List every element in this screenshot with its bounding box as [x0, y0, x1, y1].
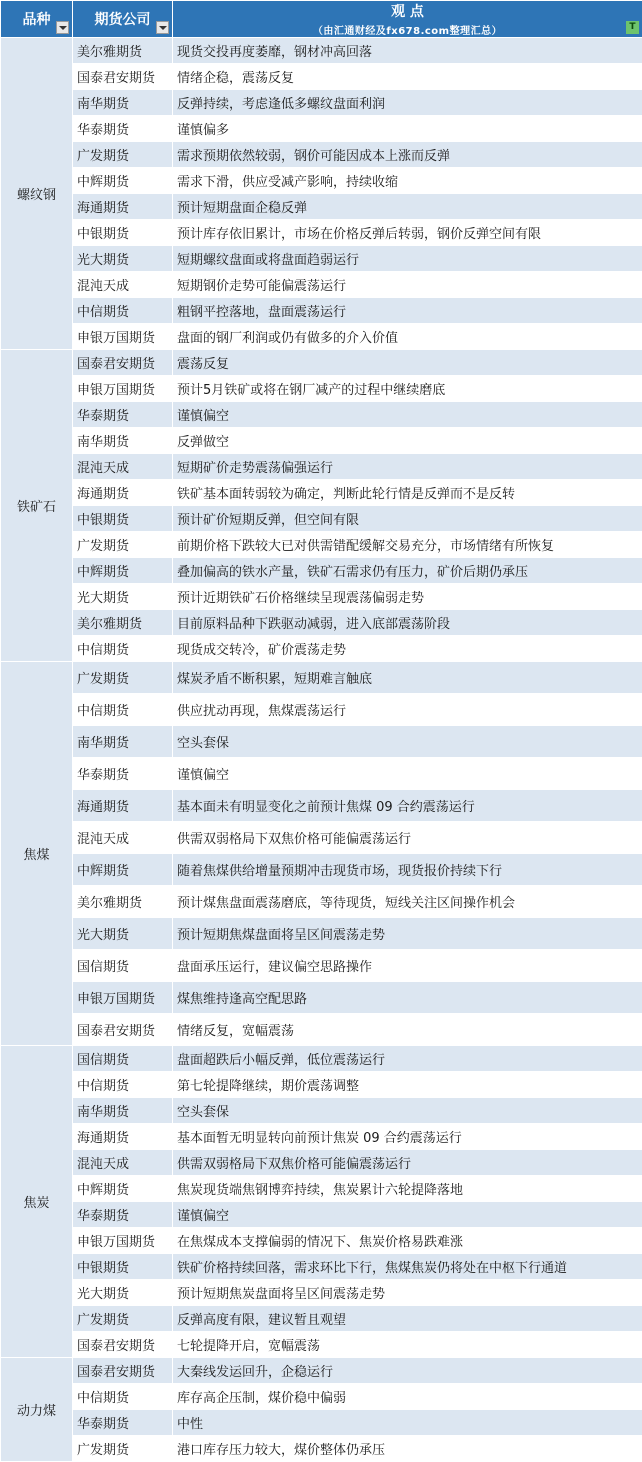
view-cell: 供需双弱格局下双焦价格可能偏震荡运行 — [173, 822, 642, 854]
view-cell: 预计5月铁矿或将在钢厂减产的过程中继续磨底 — [173, 376, 642, 402]
company-cell: 广发期货 — [73, 532, 173, 558]
table-row — [1, 116, 642, 142]
view-cell: 港口库存压力较大，煤价整体仍承压 — [173, 1436, 642, 1462]
table-row — [1, 272, 642, 298]
table-row — [1, 584, 642, 610]
company-cell: 华泰期货 — [73, 1202, 173, 1228]
view-cell: 库存高企压制，煤价稳中偏弱 — [173, 1384, 642, 1410]
table-row — [1, 454, 642, 480]
view-cell: 谨慎偏多 — [173, 116, 642, 142]
company-cell: 光大期货 — [73, 1280, 173, 1306]
view-cell: 叠加偏高的铁水产量，铁矿石需求仍有压力，矿价后期仍承压 — [173, 558, 642, 584]
table-row — [1, 1280, 642, 1306]
company-cell: 申银万国期货 — [73, 1228, 173, 1254]
table-row — [1, 194, 642, 220]
view-cell: 预计煤焦盘面震荡磨底，等待现货，短线关注区间操作机会 — [173, 886, 642, 918]
company-cell: 申银万国期货 — [73, 376, 173, 402]
table-row — [1, 662, 642, 694]
view-cell: 焦炭现货端焦钢博弈持续，焦炭累计六轮提降落地 — [173, 1176, 642, 1202]
table-row — [1, 558, 642, 584]
company-cell: 国信期货 — [73, 1046, 173, 1072]
view-cell: 大秦线发运回升，企稳运行 — [173, 1358, 642, 1384]
company-cell: 中信期货 — [73, 298, 173, 324]
company-cell: 南华期货 — [73, 726, 173, 758]
company-cell: 广发期货 — [73, 662, 173, 694]
header-variety — [1, 1, 73, 38]
table-row — [1, 1014, 642, 1046]
table-row — [1, 1228, 642, 1254]
company-cell: 国泰君安期货 — [73, 1358, 173, 1384]
view-cell: 供应扰动再现，焦煤震荡运行 — [173, 694, 642, 726]
table-row — [1, 376, 642, 402]
company-cell: 混沌天成 — [73, 822, 173, 854]
table-row — [1, 142, 642, 168]
table-row — [1, 246, 642, 272]
company-cell: 华泰期货 — [73, 1410, 173, 1436]
table-row — [1, 694, 642, 726]
variety-cell: 焦煤 — [1, 662, 73, 1046]
filter-toggle-button[interactable]: T — [626, 21, 639, 34]
header-view-label: 观 点 — [173, 1, 642, 21]
table-row — [1, 480, 642, 506]
view-cell: 反弹高度有限，建议暂且观望 — [173, 1306, 642, 1332]
view-cell: 供需双弱格局下双焦价格可能偏震荡运行 — [173, 1150, 642, 1176]
view-cell: 谨慎偏空 — [173, 758, 642, 790]
company-cell: 广发期货 — [73, 1306, 173, 1332]
company-cell: 华泰期货 — [73, 402, 173, 428]
company-cell: 国泰君安期货 — [73, 64, 173, 90]
table-row — [1, 1072, 642, 1098]
view-cell: 反弹持续，考虑逢低多螺纹盘面利润 — [173, 90, 642, 116]
company-cell: 美尔雅期货 — [73, 38, 173, 64]
view-cell: 中性 — [173, 1410, 642, 1436]
table-row — [1, 1410, 642, 1436]
view-cell: 第七轮提降继续，期价震荡调整 — [173, 1072, 642, 1098]
company-cell: 中辉期货 — [73, 558, 173, 584]
variety-cell: 焦炭 — [1, 1046, 73, 1358]
view-cell: 预计短期焦煤盘面将呈区间震荡走势 — [173, 918, 642, 950]
view-cell: 盘面的钢厂利润或仍有做多的介入价值 — [173, 324, 642, 350]
view-cell: 预计库存依旧累计，市场在价格反弹后转弱，钢价反弹空间有限 — [173, 220, 642, 246]
company-cell: 中银期货 — [73, 1254, 173, 1280]
company-cell: 光大期货 — [73, 584, 173, 610]
view-cell: 煤焦维持逢高空配思路 — [173, 982, 642, 1014]
view-cell: 谨慎偏空 — [173, 402, 642, 428]
view-cell: 七轮提降开启，宽幅震荡 — [173, 1332, 642, 1358]
company-cell: 国泰君安期货 — [73, 1332, 173, 1358]
view-cell: 基本面未有明显变化之前预计焦煤 09 合约震荡运行 — [173, 790, 642, 822]
table-row — [1, 1098, 642, 1124]
header-company-label: 期货公司 — [73, 9, 172, 29]
table-row — [1, 854, 642, 886]
filter-dropdown-icon[interactable] — [56, 21, 69, 34]
view-cell: 谨慎偏空 — [173, 1202, 642, 1228]
company-cell: 南华期货 — [73, 1098, 173, 1124]
view-cell: 铁矿价格持续回落，需求环比下行，焦煤焦炭仍将处在中枢下行通道 — [173, 1254, 642, 1280]
table-row — [1, 64, 642, 90]
view-cell: 震荡反复 — [173, 350, 642, 376]
view-cell: 短期矿价走势震荡偏强运行 — [173, 454, 642, 480]
view-cell: 空头套保 — [173, 1098, 642, 1124]
table-row — [1, 1436, 642, 1462]
table-row — [1, 1202, 642, 1228]
table-row — [1, 726, 642, 758]
variety-cell: 铁矿石 — [1, 350, 73, 662]
company-cell: 中辉期货 — [73, 168, 173, 194]
header-view — [173, 1, 642, 38]
view-cell: 基本面暂无明显转向前预计焦炭 09 合约震荡运行 — [173, 1124, 642, 1150]
table-body — [1, 38, 642, 1462]
company-cell: 混沌天成 — [73, 272, 173, 298]
company-cell: 光大期货 — [73, 918, 173, 950]
variety-cell: 螺纹钢 — [1, 38, 73, 350]
table-row — [1, 402, 642, 428]
view-cell: 预计短期盘面企稳反弹 — [173, 194, 642, 220]
company-cell: 海通期货 — [73, 194, 173, 220]
company-cell: 南华期货 — [73, 428, 173, 454]
table-row — [1, 1124, 642, 1150]
table-row — [1, 982, 642, 1014]
view-cell: 铁矿基本面转弱较为确定，判断此轮行情是反弹而不是反转 — [173, 480, 642, 506]
table-row — [1, 1046, 642, 1072]
company-cell: 国泰君安期货 — [73, 350, 173, 376]
view-cell: 需求预期依然较弱，钢价可能因成本上涨而反弹 — [173, 142, 642, 168]
view-cell: 预计矿价短期反弹，但空间有限 — [173, 506, 642, 532]
table-row — [1, 350, 642, 376]
table-row — [1, 298, 642, 324]
company-cell: 光大期货 — [73, 246, 173, 272]
company-cell: 华泰期货 — [73, 116, 173, 142]
view-cell: 预计近期铁矿石价格继续呈现震荡偏弱走势 — [173, 584, 642, 610]
view-cell: 情绪企稳，震荡反复 — [173, 64, 642, 90]
header-view-source: （由汇通财经及fx678.com整理汇总） — [173, 22, 642, 37]
company-cell: 美尔雅期货 — [73, 610, 173, 636]
table-row — [1, 950, 642, 982]
company-cell: 中信期货 — [73, 1072, 173, 1098]
company-cell: 南华期货 — [73, 90, 173, 116]
view-cell: 盘面承压运行，建议偏空思路操作 — [173, 950, 642, 982]
table-row — [1, 1384, 642, 1410]
header-row — [1, 1, 642, 38]
company-cell: 中信期货 — [73, 1384, 173, 1410]
header-variety-label: 品种 — [1, 9, 72, 29]
table-row — [1, 758, 642, 790]
table-row — [1, 90, 642, 116]
table-row — [1, 1150, 642, 1176]
view-cell: 现货交投再度萎靡，钢材冲高回落 — [173, 38, 642, 64]
table-row — [1, 636, 642, 662]
view-cell: 在焦煤成本支撑偏弱的情况下、焦炭价格易跌难涨 — [173, 1228, 642, 1254]
view-cell: 目前原料品种下跌驱动减弱，进入底部震荡阶段 — [173, 610, 642, 636]
table-row — [1, 324, 642, 350]
table-row — [1, 168, 642, 194]
view-cell: 现货成交转冷，矿价震荡走势 — [173, 636, 642, 662]
variety-cell: 动力煤 — [1, 1358, 73, 1462]
company-cell: 混沌天成 — [73, 454, 173, 480]
view-cell: 预计短期焦炭盘面将呈区间震荡走势 — [173, 1280, 642, 1306]
company-cell: 中辉期货 — [73, 854, 173, 886]
table-row — [1, 1358, 642, 1384]
view-cell: 短期螺纹盘面或将盘面趋弱运行 — [173, 246, 642, 272]
company-cell: 混沌天成 — [73, 1150, 173, 1176]
view-cell: 短期钢价走势可能偏震荡运行 — [173, 272, 642, 298]
table-row — [1, 1306, 642, 1332]
view-cell: 情绪反复，宽幅震荡 — [173, 1014, 642, 1046]
table-row — [1, 220, 642, 246]
table-row — [1, 506, 642, 532]
company-cell: 申银万国期货 — [73, 324, 173, 350]
company-cell: 国信期货 — [73, 950, 173, 982]
company-cell: 中银期货 — [73, 506, 173, 532]
company-cell: 海通期货 — [73, 480, 173, 506]
table-row — [1, 1176, 642, 1202]
view-cell: 煤炭矛盾不断积累，短期难言触底 — [173, 662, 642, 694]
company-cell: 中信期货 — [73, 636, 173, 662]
company-cell: 广发期货 — [73, 142, 173, 168]
view-cell: 空头套保 — [173, 726, 642, 758]
company-cell: 中信期货 — [73, 694, 173, 726]
company-cell: 美尔雅期货 — [73, 886, 173, 918]
table-row — [1, 918, 642, 950]
company-cell: 海通期货 — [73, 790, 173, 822]
table-row — [1, 1332, 642, 1358]
view-cell: 反弹做空 — [173, 428, 642, 454]
filter-dropdown-icon[interactable] — [156, 21, 169, 34]
company-cell: 海通期货 — [73, 1124, 173, 1150]
table-row — [1, 886, 642, 918]
company-cell: 中银期货 — [73, 220, 173, 246]
company-cell: 广发期货 — [73, 1436, 173, 1462]
table-row — [1, 610, 642, 636]
view-cell: 盘面超跌后小幅反弹，低位震荡运行 — [173, 1046, 642, 1072]
table-row — [1, 428, 642, 454]
table-row — [1, 790, 642, 822]
view-cell: 随着焦煤供给增量预期冲击现货市场，现货报价持续下行 — [173, 854, 642, 886]
table-row — [1, 38, 642, 64]
company-cell: 申银万国期货 — [73, 982, 173, 1014]
view-cell: 需求下滑，供应受减产影响，持续收缩 — [173, 168, 642, 194]
header-company — [73, 1, 173, 38]
company-cell: 华泰期货 — [73, 758, 173, 790]
table-row — [1, 822, 642, 854]
view-cell: 粗钢平控落地，盘面震荡运行 — [173, 298, 642, 324]
company-cell: 中辉期货 — [73, 1176, 173, 1202]
company-cell: 国泰君安期货 — [73, 1014, 173, 1046]
table-row — [1, 532, 642, 558]
table-row — [1, 1254, 642, 1280]
view-cell: 前期价格下跌较大已对供需错配缓解交易充分，市场情绪有所恢复 — [173, 532, 642, 558]
